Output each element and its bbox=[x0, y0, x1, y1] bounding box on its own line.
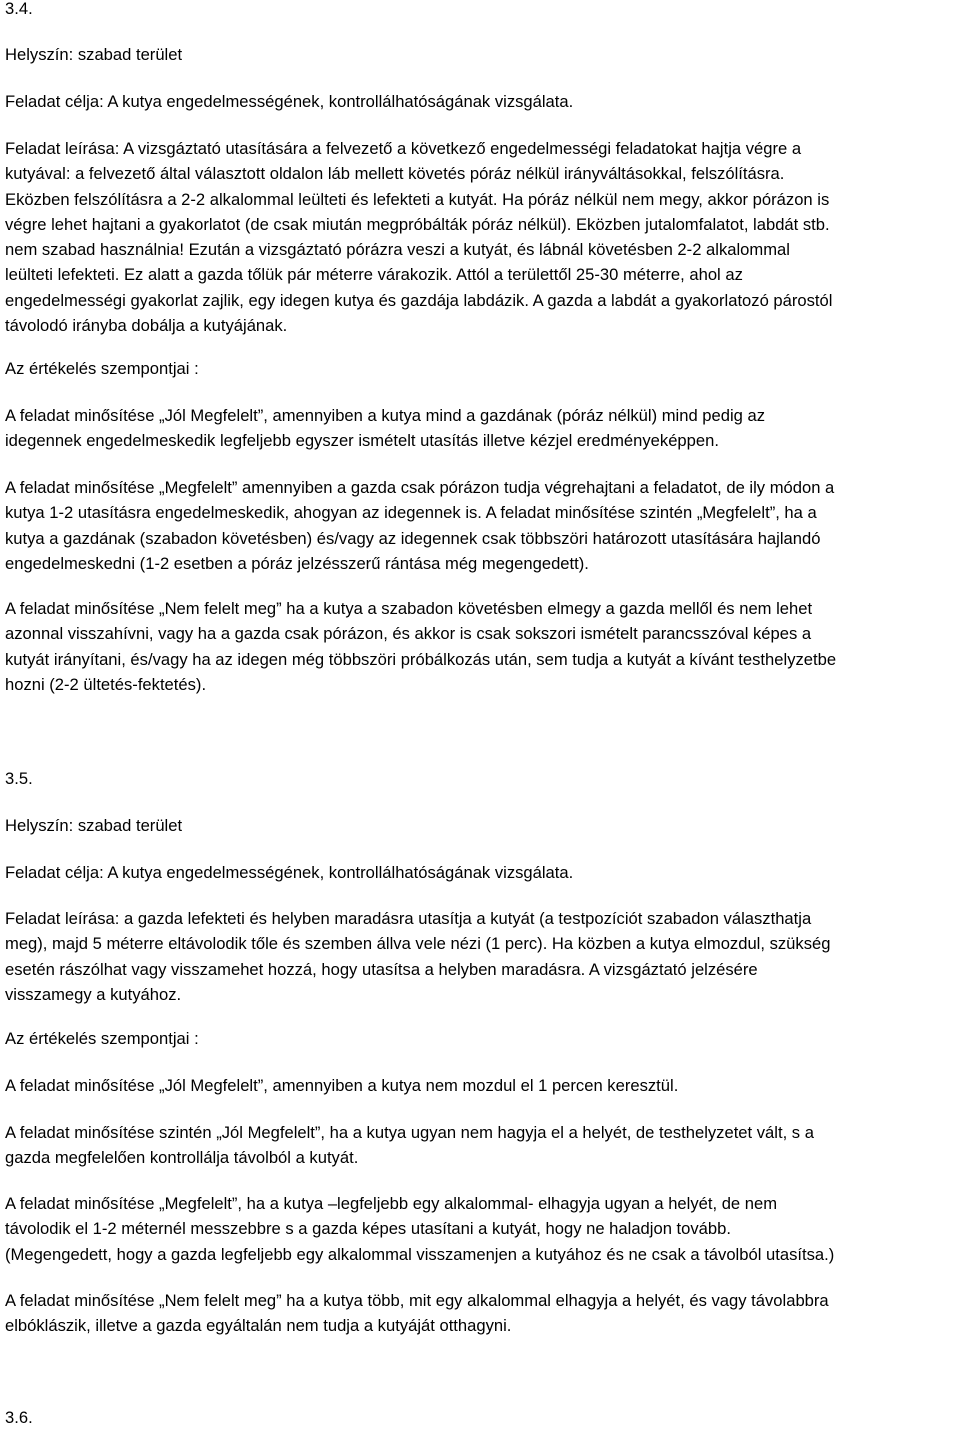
text-line: távolodik el 1-2 méternél messzebbre s a gazda képes utasítani a kutyát, hogy ne haladjon tovább. bbox=[5, 1219, 731, 1239]
section-3-4-location: Helyszín: szabad terület bbox=[5, 45, 183, 64]
text-line: Eközben felszólításra a 2-2 alkalommal leülteti és lefekteti a kutyát. Ha póráz nélkül nem megy, akkor pórázon is bbox=[5, 189, 830, 209]
text-line: A feladat minősítése „Jól Megfelelt”, amennyiben a kutya nem mozdul el 1 percen keresztül. bbox=[5, 1076, 679, 1095]
text-line: hozni (2-2 ültetés-fektetés). bbox=[5, 674, 207, 694]
text-line: A feladat minősítése „Megfelelt”, ha a kutya –legfeljebb egy alkalommal- elhagyja ugyan a helyét, de nem bbox=[5, 1194, 778, 1213]
text-line: gazda megfelelően kontrollálja távolból a kutyát. bbox=[5, 1148, 359, 1168]
section-number-3-5: 3.5. bbox=[5, 769, 33, 788]
text-line: elbóklászik, illetve a gazda egyáltalán nem tudja a kutyáját otthagyni. bbox=[5, 1316, 512, 1336]
text-line: (Megengedett, hogy a gazda legfeljebb egy alkalommal visszamenjen a kutyához és ne csak a távolból utasítsa.) bbox=[5, 1244, 835, 1264]
text-line: A feladat minősítése szintén „Jól Megfelelt”, ha a kutya ugyan nem hagyja el a helyét, de testhelyzetet vált, s a bbox=[5, 1123, 814, 1142]
section-3-4-rating-megfelelt bbox=[5, 475, 957, 576]
section-number-3-4: 3.4. bbox=[5, 0, 33, 18]
text-line: kutyával: a felvezető által választott oldalon láb mellett követés póráz nélkül irányváltásokkal, felszólításra. bbox=[5, 164, 785, 184]
text-line: engedelmességi gyakorlat zajlik, egy idegen kutya és gazdája labdázik. A gazda a labdát a gyakorlatozó párostól bbox=[5, 290, 833, 310]
section-3-5-rating-megfelelt bbox=[5, 1191, 957, 1267]
text-line: A feladat minősítése „Jól Megfelelt”, amennyiben a kutya mind a gazdának (póráz nélkül) mind pedig az bbox=[5, 406, 766, 425]
text-line: Feladat leírása: A vizsgáztató utasítására a felvezető a következő engedelmességi feladatokat hajtja végre a bbox=[5, 139, 802, 158]
section-3-4-criteria-heading: Az értékelés szempontjai : bbox=[5, 359, 199, 378]
text-line: Feladat leírása: a gazda lefekteti és helyben maradásra utasítja a kutyát (a testpozíciót szabadon választhatja bbox=[5, 909, 812, 928]
text-line: meg), majd 5 méterre eltávolodik tőle és szemben állva vele nézi (1 perc). Ha közben a kutya elmozdul, szükség bbox=[5, 934, 831, 954]
text-line: A feladat minősítése „Nem felelt meg” ha a kutya a szabadon követésben elmegy a gazda mellől és nem lehet bbox=[5, 599, 813, 618]
text-line: engedelmeskedni (1-2 esetben a póráz jelzésszerű rántása még megengedett). bbox=[5, 553, 589, 573]
section-3-5-criteria-heading: Az értékelés szempontjai : bbox=[5, 1029, 199, 1048]
section-3-4-rating-jol-megfelelt bbox=[5, 403, 957, 454]
text-line: azonnal visszahívni, vagy ha a gazda csak pórázon, és akkor is csak sokszori ismételt parancsszóval képes a bbox=[5, 624, 812, 644]
text-line: esetén rászólhat vagy visszamehet hozzá, hogy utasítsa a helyben maradásra. A vizsgáztató jelzésére bbox=[5, 959, 758, 979]
section-3-4-goal: Feladat célja: A kutya engedelmességének, kontrollálhatóságának vizsgálata. bbox=[5, 92, 574, 111]
section-3-4-rating-nem-felelt-meg bbox=[5, 596, 957, 697]
text-line: leülteti lefekteti. Ez alatt a gazda tőlük pár méterre várakozik. Attól a területtől 25-30 méterre, ahol az bbox=[5, 265, 743, 285]
section-number-3-6: 3.6. bbox=[5, 1408, 33, 1427]
text-line: A feladat minősítése „Megfelelt” amennyiben a gazda csak pórázon tudja végrehajtani a feladatot, de ily módon a bbox=[5, 478, 835, 497]
section-3-5-description bbox=[5, 906, 957, 1007]
section-3-5-location: Helyszín: szabad terület bbox=[5, 816, 183, 835]
section-3-5-rating-nem-felelt-meg bbox=[5, 1288, 957, 1339]
text-line: kutya a gazdának (szabadon követésben) és/vagy az idegennek csak többszöri határozott utasítására hajlandó bbox=[5, 528, 821, 548]
section-3-5-goal: Feladat célja: A kutya engedelmességének, kontrollálhatóságának vizsgálata. bbox=[5, 863, 574, 882]
section-3-5-rating-jol-megfelelt bbox=[5, 1073, 957, 1098]
text-line: kutya 1-2 utasításra engedelmeskedik, ahogyan az idegennek is. A feladat minősítése szintén „Megfelelt”, ha a bbox=[5, 503, 817, 523]
text-line: idegennek engedelmeskedik legfeljebb egyszer ismételt utasítás illetve kézjel eredményeképpen. bbox=[5, 431, 719, 451]
text-line: kutyát irányítani, és/vagy ha az idegen még többszöri próbálkozás után, sem tudja a kutyát a kívánt testhelyzetbe bbox=[5, 649, 837, 669]
section-3-5-rating-jol-megfelelt-also bbox=[5, 1120, 957, 1171]
text-line: nem szabad használnia! Ezután a vizsgáztató pórázra veszi a kutyát, és lábnál követésben 2-2 alkalommal bbox=[5, 240, 790, 260]
section-3-4-description bbox=[5, 136, 957, 338]
text-line: végre lehet hajtani a gyakorlatot (de csak miután megpróbálták póráz nélkül). Eközben jutalomfalatot, labdát stb. bbox=[5, 214, 830, 234]
text-line: A feladat minősítése „Nem felelt meg” ha a kutya több, mit egy alkalommal elhagyja a helyét, és vagy távolabbra bbox=[5, 1291, 829, 1310]
text-line: visszamegy a kutyához. bbox=[5, 984, 182, 1004]
text-line: távolodó irányba dobálja a kutyájának. bbox=[5, 316, 288, 336]
